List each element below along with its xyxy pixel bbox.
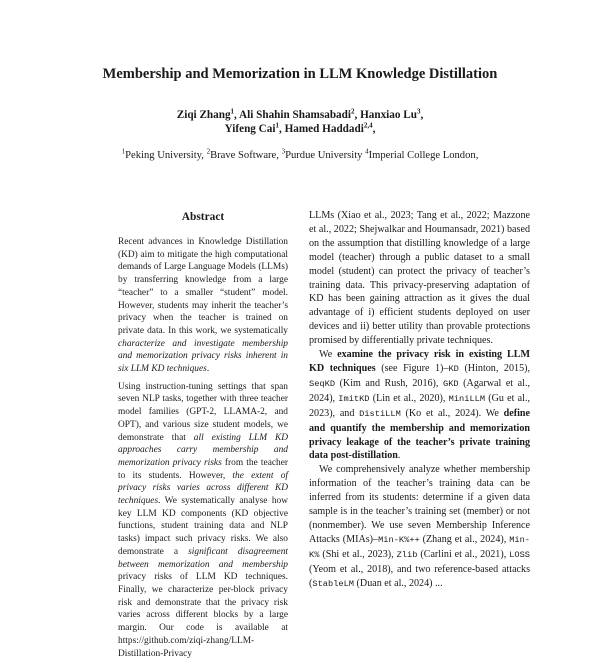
author-affil-mark: 1 [230, 107, 235, 116]
abstract-paragraph-2 [118, 381, 288, 660]
text-run: (Lin et al., 2020), [369, 392, 449, 404]
attack-name: Zlib [396, 549, 418, 560]
author-affil-mark: 1 [275, 121, 279, 130]
affil-name: Brave Software, [210, 150, 282, 161]
author-name: Hamed Haddadi [284, 123, 364, 135]
emphasis-text: significant disagreement between memorization and membership [118, 546, 288, 570]
author-affil-mark: 3 [416, 107, 421, 116]
attack-name: Min-K% [309, 534, 531, 560]
author-separator: , [234, 109, 240, 121]
body-column-right [309, 209, 530, 591]
attack-name: Min-K%++ [378, 534, 420, 545]
affil-name: Peking University, [125, 150, 207, 161]
author-separator: , [372, 123, 376, 135]
author-separator: , [420, 109, 424, 121]
body-paragraph-2 [309, 348, 530, 463]
emphasis-text: characterize and investigate membership and memorization privacy risks inherent in six LLM KD techniques [118, 338, 288, 375]
author-name: Yifeng Cai [224, 123, 276, 135]
author-list [0, 108, 600, 136]
bold-text: examine the privacy risk in existing LLM KD techniques [309, 349, 530, 374]
affil-mark: 4 [365, 147, 369, 156]
text-run: (Ko et al., 2024). We [400, 407, 504, 419]
abstract-paragraph-1 [118, 236, 288, 376]
author-name: Ali Shahin Shamsabadi [239, 109, 351, 121]
method-name: ImitKD [338, 393, 370, 404]
text-run: (Duan et al., 2024) ... [354, 577, 443, 589]
method-name: SeqKD [309, 378, 336, 389]
body-paragraph-1: LLMs (Xiao et al., 2023; Tang et al., 2022; Mazzone et al., 2022; Shejwalkar and Houmansadr, 2021) based on the assumption that distilling knowledge of a large model (teacher) through a public dataset to a small model (student) can protect the privacy of teacher’s training data. This privacy-preserving adaptation of KD has been gaining attraction as it gives the dual advantage of i) efficient students deployed on user devices and ii) better utility than provable protections promised by differentially private techniques. [309, 210, 530, 347]
attack-name: StableLM [312, 578, 355, 589]
author-name: Hanxiao Lu [360, 109, 417, 121]
emphasis-text: all existing LLM KD approaches carry membership and memorization privacy risks [118, 432, 288, 468]
emphasis-text: the extent of privacy risks varies across different KD techniques [118, 470, 288, 507]
author-line-1 [0, 108, 600, 122]
affil-name: Imperial College London, [368, 150, 479, 161]
text-run: (Shi et al., 2023), [319, 548, 397, 560]
affiliations [0, 147, 600, 161]
author-name: Ziqi Zhang [176, 109, 231, 121]
text-run: (see Figure 1)– [375, 362, 449, 374]
text-run: (Kim and Rush, 2016), [335, 377, 443, 389]
author-affil-mark: 2 [350, 107, 355, 116]
text-run: We [319, 349, 338, 361]
text-run: Recent advances in Knowledge Distillation (KD) aim to mitigate the high computational demands of Large Language Models (LLMs) by transferring knowledge from a large “teacher” to a smaller “student” model. However, students may inherit the teacher’s privacy when the teacher is trained on private data. In this work, we systematically [118, 237, 288, 336]
abstract-body [118, 236, 288, 665]
author-separator: , [354, 109, 361, 121]
text-run: (Agarwal et al., 2024), [309, 377, 530, 404]
method-name: MiniLLM [448, 393, 486, 404]
text-run: (Yeom et al., 2018), and two reference-based attacks ( [309, 563, 530, 589]
text-run: We comprehensively analyze whether membership information of the teacher’s training data can be inferred from its students: determine if a given data sample is in the teacher’s training set (member) or not (nonmember). We use seven Membership Inference Attacks (MIAs)– [309, 464, 530, 545]
author-affil-mark: 2,4 [363, 121, 373, 130]
body-paragraph-3 [309, 463, 530, 591]
method-name: GKD [443, 378, 459, 389]
affil-mark: 2 [206, 147, 211, 156]
text-run: (Zhang et al., 2024), [419, 533, 510, 545]
method-name: DistiLLM [359, 408, 401, 419]
author-separator: , [278, 123, 285, 135]
text-run: (Carlini et al., 2021), [417, 548, 510, 560]
affil-mark: 3 [281, 147, 286, 156]
paper-title: Membership and Memorization in LLM Knowledge Distillation [102, 66, 498, 82]
bold-text: define and quantify the membership and memorization privacy leakage of the teacher’s private training data post-distillation [309, 407, 530, 462]
author-line-2 [0, 122, 600, 136]
text-run: (Gu et al., 2023), and [309, 392, 530, 419]
text-run: from the teacher to its students. However, [118, 457, 288, 481]
text-run: . [397, 450, 401, 462]
text-run: . [206, 364, 210, 375]
text-run: privacy risks of LLM KD techniques. Finally, we characterize per-block privacy risk and demonstrate that the privacy risk varies across different blocks by a large margin. Our code is available at https://github.com/ziqi-zhang/LLM-Distillation-Privacy [118, 572, 288, 659]
text-run: . We systematically analyse how key LLM KD components (KD objective functions, student training data and NLP tasks) impact such privacy risks. We also demonstrate a [118, 496, 288, 557]
affil-mark: 1 [121, 147, 126, 156]
text-run: (Hinton, 2015), [458, 362, 530, 374]
method-name: KD [448, 363, 459, 374]
attack-name: LOSS [509, 549, 530, 560]
abstract-heading: Abstract [181, 211, 225, 223]
text-run: Using instruction-tuning settings that span seven NLP tasks, together with three teacher model families (GPT-2, LLAMA-2, and OPT), and various size student models, we demonstrate that [118, 381, 288, 443]
affil-name: Purdue University [285, 150, 366, 161]
